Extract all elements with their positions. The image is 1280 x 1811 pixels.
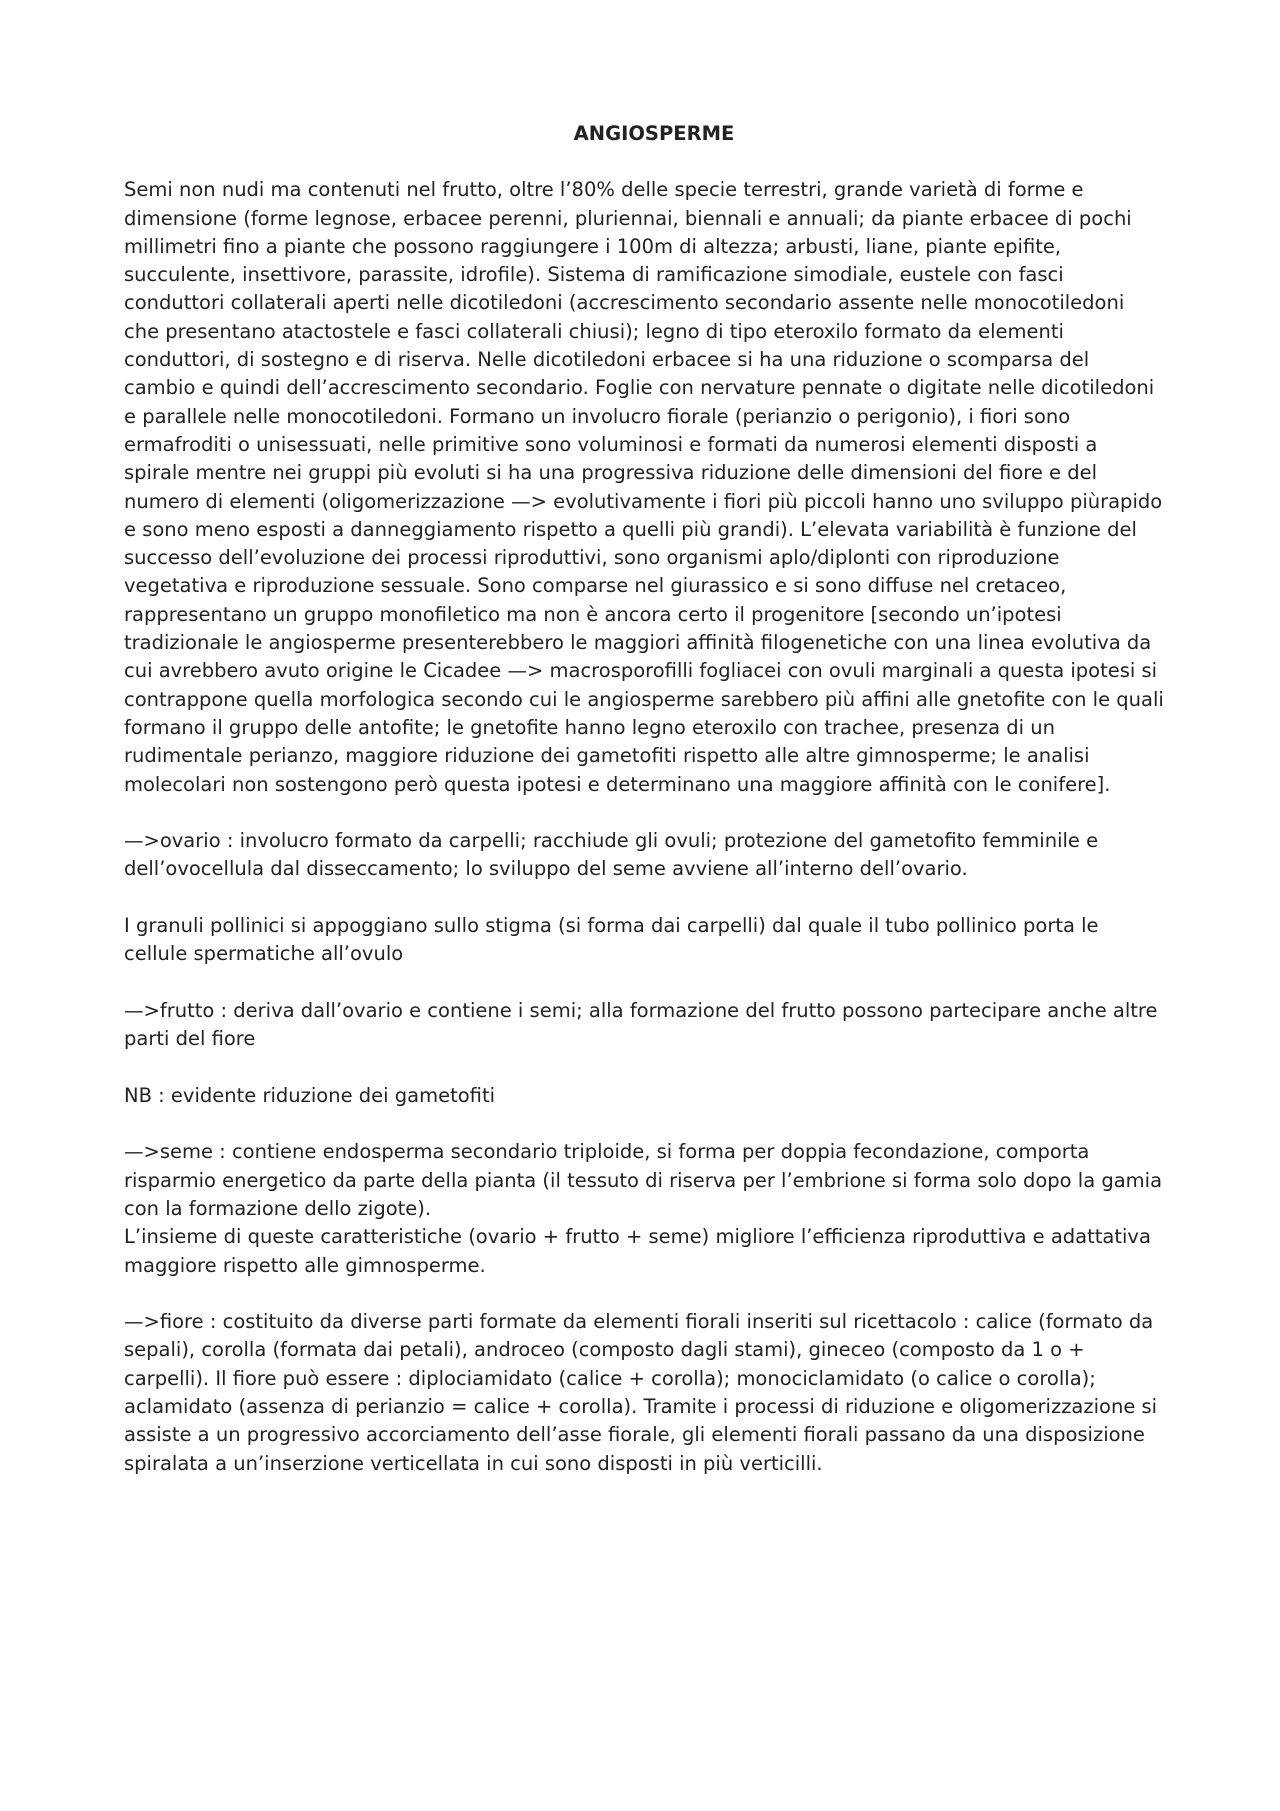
paragraph-introduction: Semi non nudi ma contenuti nel frutto, oltre l’80% delle specie terrestri, grande varietà di forme e dimensione (forme legnose, erbacee perenni, pluriennai, biennali e annuali; da piante erbacee di pochi millimetri fino a piante che possono raggiungere i 100m di altezza; arbusti, liane, piante epifite, succulente, insettivore, parassite, idrofile). Sistema di ramificazione simodiale, eustele con fasci conduttori collaterali aperti nelle dicotiledoni (accrescimento secondario assente nelle monocotiledoni che presentano atactostele e fasci collaterali chiusi); legno di tipo eteroxilo formato da elementi conduttori, di sostegno e di riserva. Nelle dicotiledoni erbacee si ha una riduzione o scomparsa del cambio e quindi dell’accrescimento secondario. Foglie con nervature pennate o digitate nelle dicotiledoni e parallele nelle monocotiledoni. Formano un involucro fiorale (perianzio o perigonio), i fiori sono ermafroditi o unisessuati, nelle primitive sono voluminosi e formati da numerosi elementi disposti a spirale mentre nei gruppi più evoluti si ha una progressiva riduzione delle dimensioni del fiore e del numero di elementi (oligomerizzazione —> evolutivamente i fiori più piccoli hanno uno sviluppo piùrapido e sono meno esposti a danneggiamento rispetto a quelli più grandi). L’elevata variabilità è funzione del successo dell’evoluzione dei processi riproduttivi, sono organismi aplo/diplonti con riproduzione vegetativa e riproduzione sessuale. Sono comparse nel giurassico e si sono diffuse nel cretaceo, rappresentano un gruppo monofiletico ma non è ancora certo il progenitore [secondo un’ipotesi tradizionale le angiosperme presenterebbero le maggiori affinità filogenetiche con una linea evolutiva da cui avrebbero avuto origine le Cicadee —> macrosporofilli fogliacei con ovuli marginali a questa ipotesi si contrappone quella morfologica secondo cui le angiosperme sarebbero più affini alle gnetofite con le quali formano il gruppo delle antofite; le gnetofite hanno legno eteroxilo con trachee, presenza di un rudimentale perianzo, maggiore riduzione dei gametofiti rispetto alle altre gimnosperme; le analisi molecolari non sostengono però questa ipotesi e determinano una maggiore affinità con le conifere]. <box>124 178 1164 796</box>
document-body <box>124 120 1164 1506</box>
paragraph-frutto: —>frutto : deriva dall’ovario e contiene i semi; alla formazione del frutto possono partecipare anche altre parti del fiore <box>124 998 1158 1051</box>
paragraph-granuli-pollinici: I granuli pollinici si appoggiano sullo stigma (si forma dai carpelli) dal quale il tubo pollinico porta le cellule spermatiche all’ovulo <box>124 914 1099 966</box>
paragraph-nota-bene: NB : evidente riduzione dei gametofiti <box>124 1083 496 1107</box>
paragraph-seme: —>seme : contiene endosperma secondario triploide, si forma per doppia fecondazione, comporta risparmio energetico da parte della pianta (il tessuto di riserva per l’embrione si forma solo dopo la gamia con la formazione dello zigote). <box>124 1140 1163 1220</box>
paragraph-fiore: —>fiore : costituito da diverse parti formate da elementi fiorali inseriti sul ricettacolo : calice (formato da sepali), corolla (formata dai petali), androceo (composto dagli stami), gineceo (composto da 1 o + carpelli). Il fiore può essere : diplociamidato (calice + corolla); monociclamidato (o calice o corolla); aclamidato (assenza di perianzio = calice + corolla). Tramite i processi di riduzione e oligomerizzazione si assiste a un progressivo accorciamento dell’asse fiorale, gli elementi fiorali passano da una disposizione spiralata a un’inserzione verticellata in cui sono disposti in più verticilli. <box>124 1310 1158 1475</box>
paragraph-ovario: —>ovario : involucro formato da carpelli; racchiude gli ovuli; protezione del gametofito femminile e dell’ovocellula dal disseccamento; lo sviluppo del seme avviene all’interno dell’ovario. <box>124 829 1099 881</box>
page-title: ANGIOSPERME <box>573 122 735 145</box>
paragraph-insieme-caratteristiche: L’insieme di queste caratteristiche (ovario + frutto + seme) migliore l’efficienza riproduttiva e adattativa maggiore rispetto alle gimnosperme. <box>124 1225 1151 1277</box>
